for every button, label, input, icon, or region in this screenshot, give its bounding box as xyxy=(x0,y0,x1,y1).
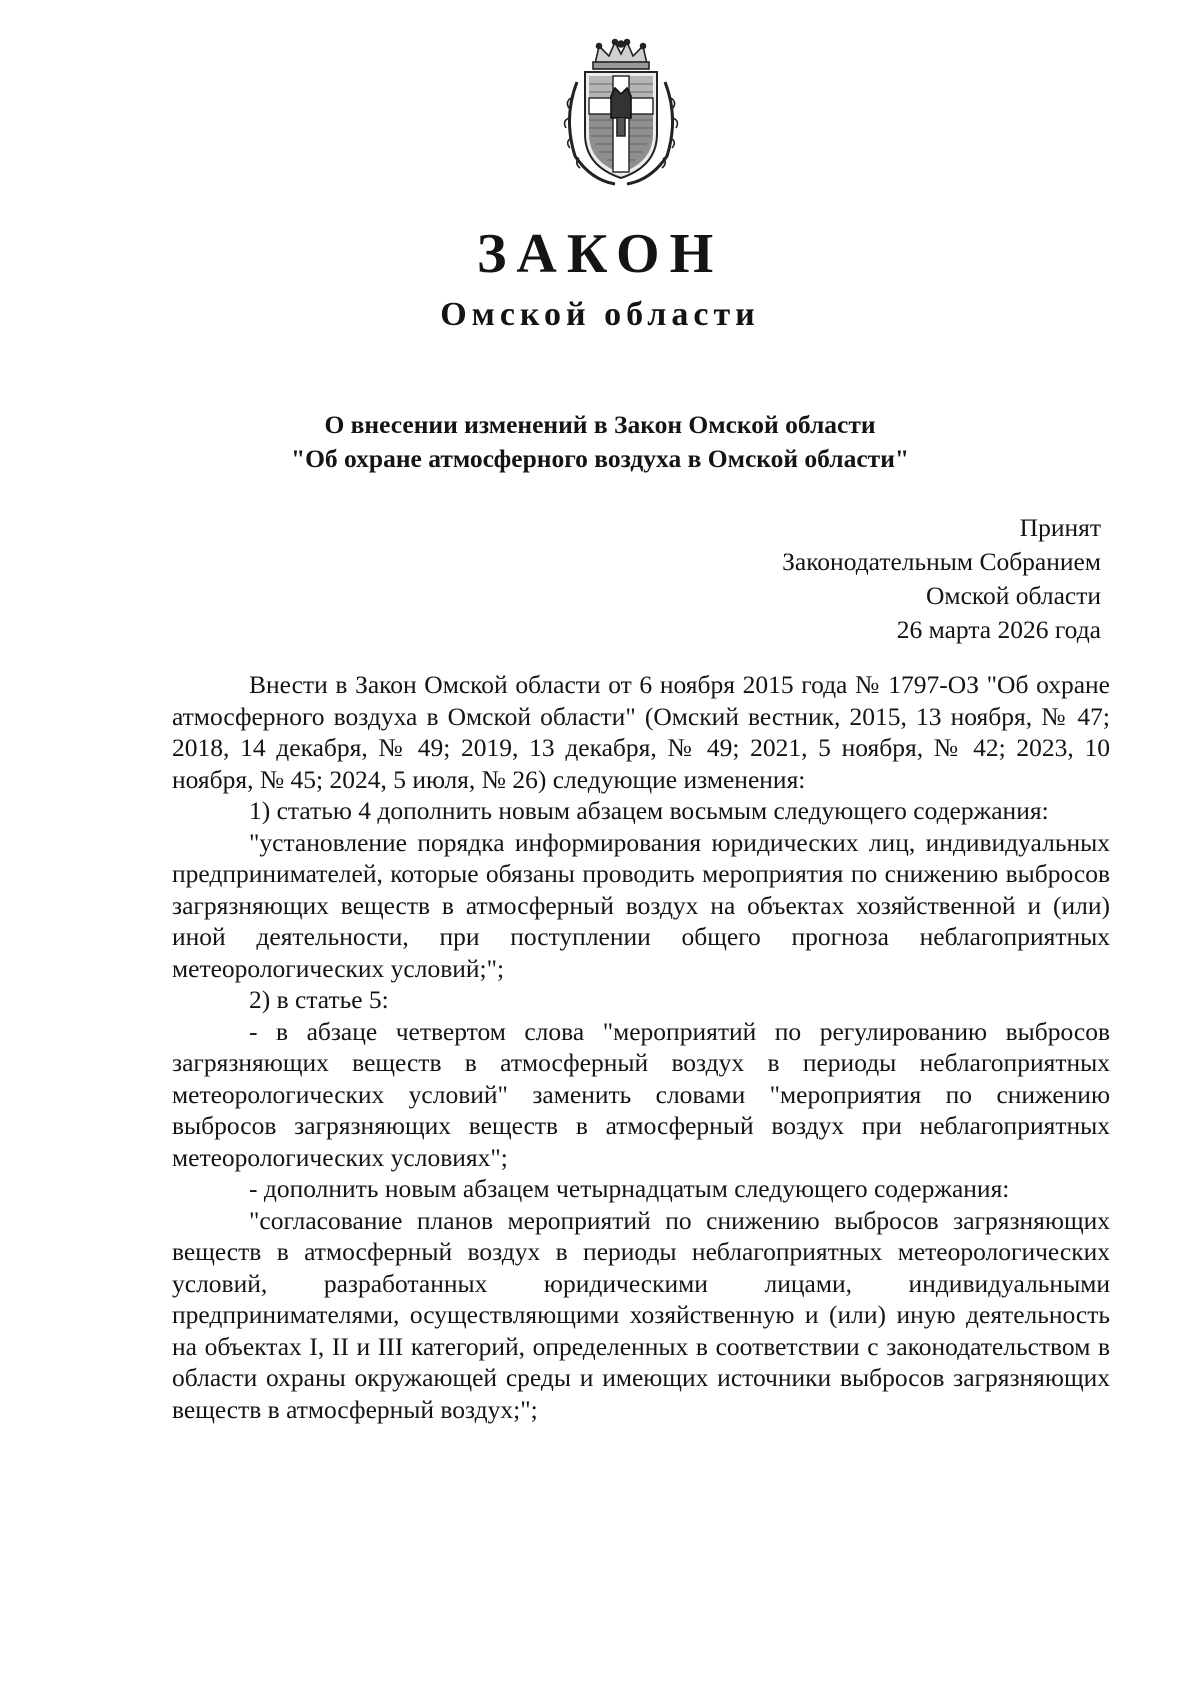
document-heading-line: О внесении изменений в Закон Омской области xyxy=(324,410,876,439)
document-heading-line: "Об охране атмосферного воздуха в Омской области" xyxy=(290,444,910,473)
law-region-subtitle: Омской области xyxy=(440,296,760,333)
adoption-block xyxy=(782,511,1101,647)
document-heading xyxy=(0,408,1200,476)
body-paragraph: 1) статью 4 дополнить новым абзацем восьмым следующего содержания: xyxy=(249,796,1049,825)
body-paragraph: - в абзаце четвертом слова "мероприятий по регулированию выбросов загрязняющих веществ в атмосферный воздух в периоды неблагоприятных метеорологических условий" заменить словами "мероприятия по снижению выбросов загрязняющих веществ в атмосферный воздух при неблагоприятных метеорологических условиях"; xyxy=(172,1016,1110,1172)
adoption-line: Омской области xyxy=(926,581,1101,610)
body-paragraph: Внести в Закон Омской области от 6 ноября 2015 года № 1797-ОЗ "Об охране атмосферного воздуха в Омской области" (Омский вестник, 2015, 13 ноября, № 47; 2018, 14 декабря, № 49; 2019, 13 декабря, № 49; 2021, 5 ноября, № 42; 2023, 10 ноября, № 45; 2024, 5 июля, № 26) следующие изменения: xyxy=(172,670,1110,794)
body-paragraph: "установление порядка информирования юридических лиц, индивидуальных предпринимателей, которые обязаны проводить мероприятия по снижению выбросов загрязняющих веществ в атмосферный воздух на объектах хозяйственной и (или) иной деятельности, при поступлении общего прогноза неблагоприятных метеорологических условий;"; xyxy=(172,827,1110,983)
adoption-line: Законодательным Собранием xyxy=(782,547,1101,576)
omsk-oblast-coat-of-arms-icon xyxy=(555,38,687,186)
body-paragraph: - дополнить новым абзацем четырнадцатым следующего содержания: xyxy=(249,1174,1010,1203)
law-body xyxy=(172,669,1110,1425)
adoption-date: 26 марта 2026 года xyxy=(896,615,1101,644)
body-paragraph: 2) в статье 5: xyxy=(249,985,389,1014)
law-title: ЗАКОН xyxy=(476,223,724,285)
adoption-line: Принят xyxy=(1019,513,1101,542)
body-paragraph: "согласование планов мероприятий по снижению выбросов загрязняющих веществ в атмосферный воздух в периоды неблагоприятных метеорологических условий, разработанных юридическими лицами, индивидуальными предпринимателями, осуществляющими хозяйственную и (или) иную деятельность на объектах I, II и III категорий, определенных в соответствии с законодательством в области охраны окружающей среды и имеющих источники выбросов загрязняющих веществ в атмосферный воздух;"; xyxy=(172,1205,1110,1424)
